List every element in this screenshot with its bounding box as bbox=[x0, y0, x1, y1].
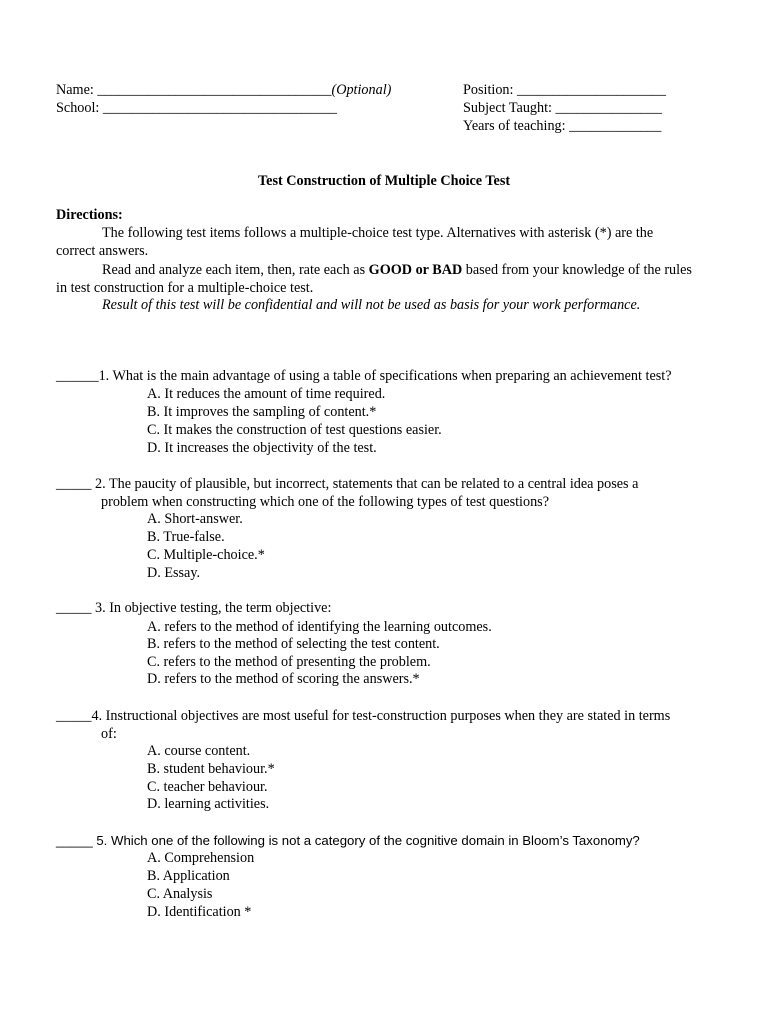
question-1-option-d: D. It increases the objectivity of the test. bbox=[147, 440, 377, 456]
directions-p2-pre: Read and analyze each item, then, rate each as bbox=[102, 262, 369, 278]
question-4-option-a: A. course content. bbox=[147, 743, 251, 759]
years-label: Years of teaching: bbox=[463, 118, 566, 134]
question-5-option-d: D. Identification * bbox=[147, 904, 252, 920]
question-2-option-a: A. Short-answer. bbox=[147, 511, 243, 527]
question-4-option-c: C. teacher behaviour. bbox=[147, 779, 268, 795]
question-1-stem: ______1. What is the main advantage of using a table of specifications when preparing an achievement test? bbox=[56, 368, 672, 384]
position-blank: _____________________ bbox=[517, 82, 666, 98]
school-field bbox=[56, 100, 337, 117]
directions-p2-bold: GOOD or BAD bbox=[368, 262, 463, 278]
position-field bbox=[463, 82, 666, 99]
page-title: Test Construction of Multiple Choice Test bbox=[258, 173, 511, 189]
subject-label: Subject Taught: bbox=[463, 100, 552, 116]
question-2-option-d: D. Essay. bbox=[147, 565, 201, 581]
question-4-stem: _____4. Instructional objectives are most useful for test-construction purposes when they are stated in terms bbox=[56, 708, 671, 724]
question-5-option-c: C. Analysis bbox=[147, 886, 213, 902]
question-5-stem bbox=[56, 832, 640, 850]
question-1-option-a: A. It reduces the amount of time required. bbox=[147, 386, 386, 402]
question-2-option-b: B. True-false. bbox=[147, 529, 225, 545]
directions-p2-line1 bbox=[102, 262, 692, 279]
subject-blank: _______________ bbox=[555, 100, 662, 116]
question-2-stem-cont: problem when constructing which one of the following types of test questions? bbox=[101, 494, 550, 510]
directions-p2-line2: in test construction for a multiple-choice test. bbox=[56, 280, 314, 296]
question-5-option-a: A. Comprehension bbox=[147, 850, 255, 866]
directions-p3: Result of this test will be confidential and will not be used as basis for your work performance. bbox=[102, 297, 641, 313]
question-1-option-b: B. It improves the sampling of content.* bbox=[147, 404, 377, 420]
directions-p1-line1: The following test items follows a multiple-choice test type. Alternatives with asterisk (*) are the bbox=[102, 225, 654, 241]
years-blank: _____________ bbox=[569, 118, 662, 134]
question-4-option-b: B. student behaviour.* bbox=[147, 761, 275, 777]
optional-note: (Optional) bbox=[331, 82, 392, 98]
name-field bbox=[56, 82, 391, 99]
name-blank: _________________________________ bbox=[97, 82, 332, 98]
directions-p2-post: based from your knowledge of the rules bbox=[462, 262, 692, 278]
question-4-option-d: D. learning activities. bbox=[147, 796, 270, 812]
years-field bbox=[463, 118, 661, 135]
question-2-option-c: C. Multiple-choice.* bbox=[147, 547, 265, 563]
question-3-option-c: C. refers to the method of presenting the problem. bbox=[147, 654, 431, 670]
question-3-option-d: D. refers to the method of scoring the answers.* bbox=[147, 671, 420, 687]
position-label: Position: bbox=[463, 82, 514, 98]
directions-p1-line2: correct answers. bbox=[56, 243, 149, 259]
school-label: School: bbox=[56, 100, 100, 116]
directions-heading: Directions: bbox=[56, 207, 123, 223]
name-label: Name: bbox=[56, 82, 94, 98]
question-5-option-b: B. Application bbox=[147, 868, 230, 884]
question-2-stem: _____ 2. The paucity of plausible, but incorrect, statements that can be related to a central idea poses a bbox=[56, 476, 639, 492]
subject-field bbox=[463, 100, 662, 117]
question-3-option-a: A. refers to the method of identifying the learning outcomes. bbox=[147, 619, 492, 635]
question-3-option-b: B. refers to the method of selecting the test content. bbox=[147, 636, 440, 652]
question-4-stem-cont: of: bbox=[101, 726, 117, 742]
question-5-stem-text: _____ 5. Which one of the following is not a category of the cognitive domain in Bloom’s Taxonomy? bbox=[56, 833, 640, 848]
question-1-option-c: C. It makes the construction of test questions easier. bbox=[147, 422, 442, 438]
question-3-stem: _____ 3. In objective testing, the term objective: bbox=[56, 600, 332, 616]
school-blank: _________________________________ bbox=[102, 100, 337, 116]
